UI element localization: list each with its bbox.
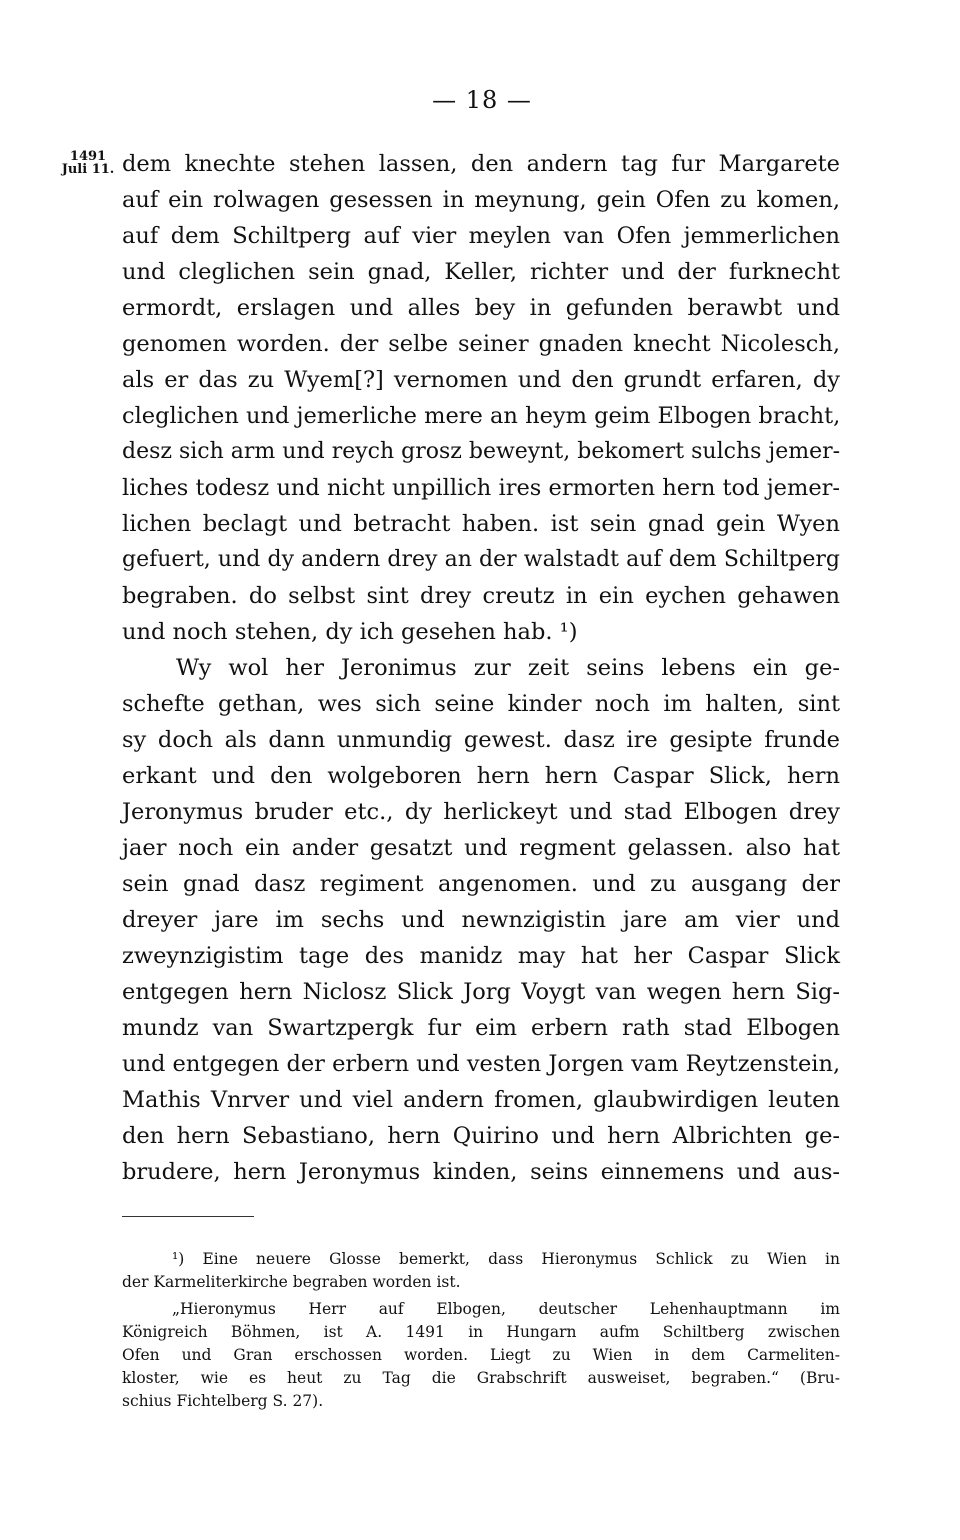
footnote-line: Königreich Böhmen, ist A. 1491 in Hungarn aufm Schiltberg zwischen: [122, 1323, 840, 1341]
text-line: als er das zu Wyem[?] vernomen und den grundt erfaren, dy: [122, 367, 840, 393]
text-line: cleglichen und jemerliche mere an heym geim Elbogen bracht,: [122, 403, 841, 429]
main-text-block: [122, 146, 840, 1190]
footnote-line: „Hieronymus Herr auf Elbogen, deutscher Lehenhauptmann im: [172, 1300, 840, 1318]
text-line: begraben. do selbst sint drey creutz in ein eychen gehawen: [122, 583, 840, 609]
text-line: lichen beclagt und betracht haben. ist sein gnad gein Wyen: [122, 511, 840, 537]
text-line: auf ein rolwagen gesessen in meynung, gein Ofen zu komen,: [122, 187, 840, 213]
text-line: ermordt, erslagen und alles bey in gefunden berawbt und: [122, 295, 840, 321]
text-line: entgegen hern Niclosz Slick Jorg Voygt van wegen hern Sig-: [122, 979, 840, 1005]
text-line: Mathis Vnrver und viel andern fromen, glaubwirdigen leuten: [122, 1087, 840, 1113]
text-line: und cleglichen sein gnad, Keller, richter und der furknecht: [122, 259, 840, 285]
margin-date-note: [58, 150, 118, 176]
text-line: genomen worden. der selbe seiner gnaden knecht Nicolesch,: [122, 331, 840, 357]
text-line: schefte gethan, wes sich seine kinder noch im halten, sint: [122, 691, 840, 717]
text-line: dem knechte stehen lassen, den andern tag fur Margarete: [122, 151, 840, 177]
text-line: jaer noch ein ander gesatzt und regment gelassen. also hat: [122, 835, 840, 861]
text-line: Jeronymus bruder etc., dy herlickeyt und stad Elbogen drey: [122, 799, 840, 825]
footnotes-block: [122, 1248, 840, 1413]
footnote-line: Ofen und Gran erschossen worden. Liegt zu Wien in dem Carmeliten-: [122, 1346, 840, 1364]
text-line: gefuert, und dy andern drey an der walstadt auf dem Schiltperg: [122, 547, 840, 572]
page-number: — 18 —: [432, 86, 532, 114]
footnote-line: ¹) Eine neuere Glosse bemerkt, dass Hieronymus Schlick zu Wien in: [172, 1250, 840, 1268]
footnote-line: der Karmeliterkirche begraben worden ist.: [122, 1273, 461, 1291]
text-line: sein gnad dasz regiment angenomen. und zu ausgang der: [122, 871, 840, 897]
margin-day: Juli 11.: [61, 162, 115, 177]
margin-year: 1491: [69, 149, 107, 164]
text-line: und entgegen der erbern und vesten Jorgen vam Reytzenstein,: [122, 1051, 841, 1077]
footnote-line: kloster, wie es heut zu Tag die Grabschrift ausweiset, begraben.“ (Bru-: [122, 1369, 840, 1387]
text-line: sy doch als dann unmundig gewest. dasz ire gesipte frunde: [122, 727, 840, 753]
text-line: zweynzigistim tage des manidz may hat her Caspar Slick: [122, 943, 840, 969]
footnote-separator: [122, 1216, 254, 1217]
text-line: den hern Sebastiano, hern Quirino und hern Albrichten ge-: [122, 1123, 840, 1149]
text-line: und noch stehen, dy ich gesehen hab. ¹): [122, 619, 578, 645]
text-line: mundz van Swartzpergk fur eim erbern rath stad Elbogen: [122, 1015, 840, 1041]
paragraph-start-line: Wy wol her Jeronimus zur zeit seins lebens ein ge-: [176, 655, 840, 681]
text-line: brudere, hern Jeronymus kinden, seins einnemens und aus-: [122, 1159, 840, 1185]
text-line: desz sich arm und reych grosz beweynt, bekomert sulchs jemer-: [122, 439, 841, 464]
text-line: erkant und den wolgeboren hern hern Caspar Slick, hern: [122, 763, 840, 789]
text-line: dreyer jare im sechs und newnzigistin jare am vier und: [122, 907, 840, 933]
text-line: liches todesz und nicht unpillich ires ermorten hern tod jemer-: [122, 475, 840, 501]
footnote-line: schius Fichtelberg S. 27).: [122, 1392, 324, 1410]
text-line: auf dem Schiltperg auf vier meylen van Ofen jemmerlichen: [122, 223, 840, 249]
